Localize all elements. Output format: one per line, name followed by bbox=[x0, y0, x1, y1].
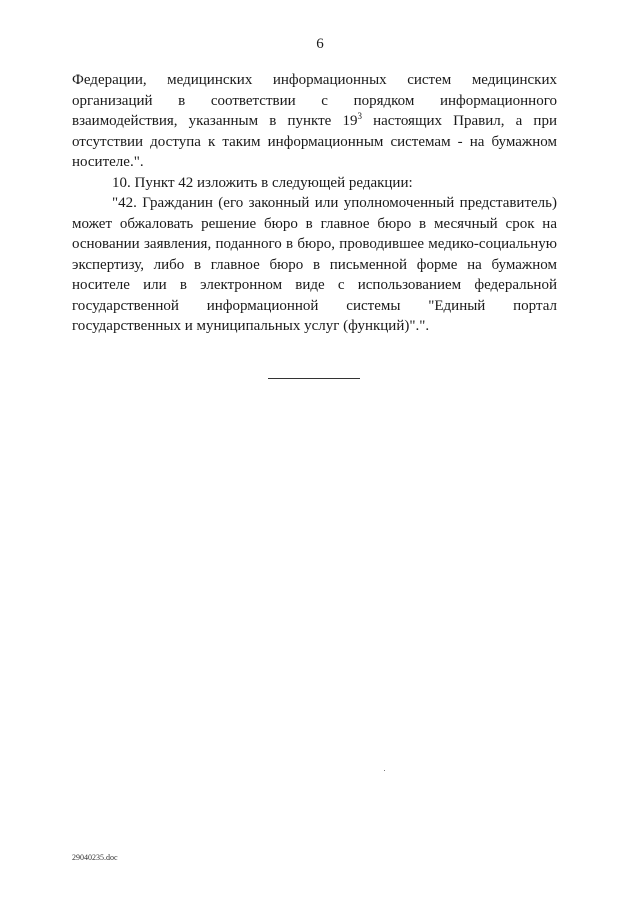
text-line: государственных и муниципальных услуг (функций)".". bbox=[72, 318, 430, 334]
text-fragment: взаимодействия, указанным в пункте 19 bbox=[72, 113, 358, 129]
text-line: государственной информационной системы "Единый портал bbox=[72, 297, 557, 314]
text-line: носителе.". bbox=[72, 154, 144, 170]
text-line: основании заявления, поданного в бюро, проводившее медико-социальную bbox=[72, 236, 557, 252]
document-body bbox=[72, 70, 557, 337]
text-fragment: настоящих Правил, а при bbox=[361, 113, 557, 129]
text-line: носителе или в электронном виде с использованием федеральной bbox=[72, 277, 557, 293]
text-line bbox=[72, 111, 557, 132]
paragraph-continuation bbox=[72, 70, 557, 173]
paragraph-quoted-42 bbox=[72, 193, 557, 337]
text-line: "42. Гражданин (его законный или уполномоченный представитель) bbox=[112, 195, 557, 211]
text-line: отсутствии доступа к таким информационным системам - на бумажном bbox=[72, 133, 557, 150]
text-line: 10. Пункт 42 изложить в следующей редакции: bbox=[112, 174, 413, 191]
superscript: 3 bbox=[357, 111, 362, 121]
text-line: организаций в соответствии с порядком информационного bbox=[72, 92, 557, 109]
text-line: может обжаловать решение бюро в главное бюро в месячный срок на bbox=[72, 215, 557, 232]
text-line: экспертизу, либо в главное бюро в письменной форме на бумажном bbox=[72, 256, 557, 273]
page-number: 6 bbox=[316, 36, 324, 52]
text-line: Федерации, медицинских информационных систем медицинских bbox=[72, 72, 557, 88]
scan-speck bbox=[384, 770, 385, 771]
document-file-id: 29040235.doc bbox=[72, 853, 118, 862]
paragraph-item-10 bbox=[72, 173, 557, 194]
end-separator-line bbox=[268, 378, 360, 379]
